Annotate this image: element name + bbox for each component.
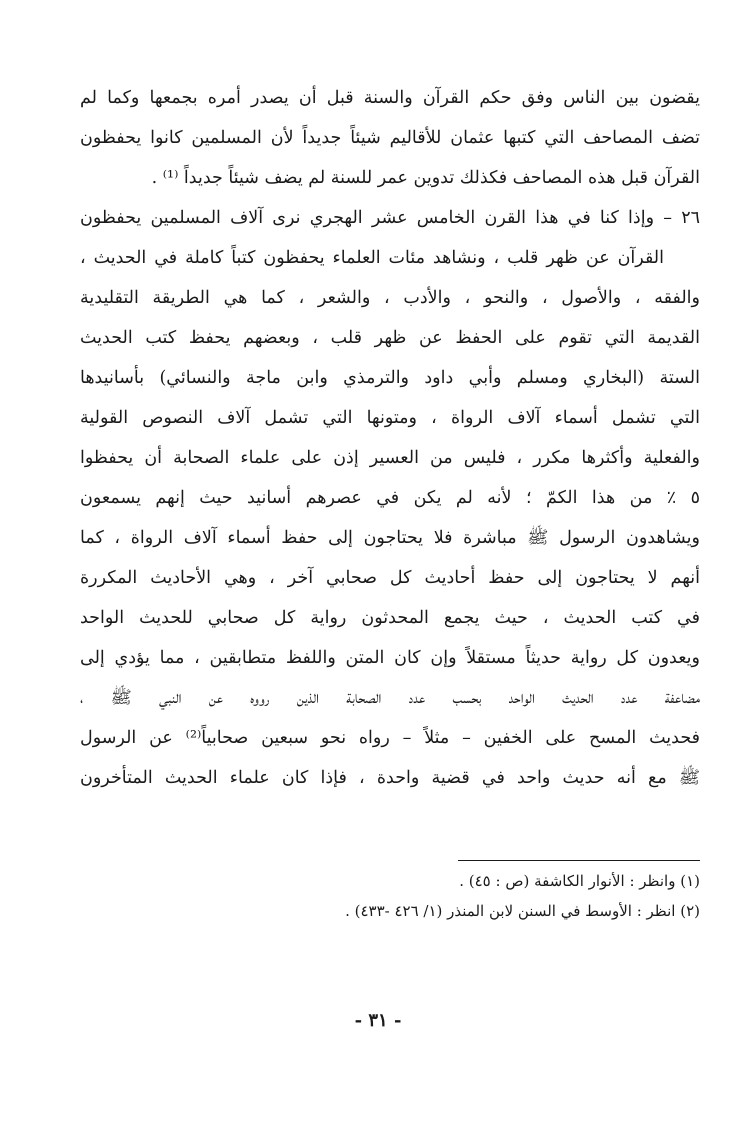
text-line: يقضون بين الناس وفق حكم القرآن والسنة قبل أن يصدر أمره بجمعها وكما لم xyxy=(80,88,700,108)
text-line: التي تشمل أسماء آلاف الرواة ، ومتونها التي تشمل آلاف النصوص القولية xyxy=(80,408,700,428)
footnote-2: (٢) انظر : الأوسط في السنن لابن المنذر (١/ ٤٢٦ -٤٣٣) . xyxy=(345,902,700,920)
text-line: أنهم لا يحتاجون إلى حفظ أحاديث كل صحابي آخر ، وهي الأحاديث المكررة xyxy=(80,568,700,588)
paragraph-26-start: ٢٦ – وإذا كنا في هذا القرن الخامس عشر الهجري نرى آلاف المسلمين يحفظون xyxy=(80,208,700,228)
text-line: في كتب الحديث ، حيث يجمع المحدثون رواية كل صحابي للحديث الواحد xyxy=(80,608,700,628)
footnote-separator xyxy=(458,860,700,861)
text-line: مضاعفة عدد الحديث الواحد بحسب عدد الصحابة الذين رووه عن النبي ﷺ ، xyxy=(80,688,700,708)
text-line: القديمة التي تقوم على الحفظ عن ظهر قلب ، وبعضهم يحفظ كتب الحديث xyxy=(80,328,700,348)
text-line: فحديث المسح على الخفين – مثلاً – رواه نحو سبعين صحابياً⁽²⁾ عن الرسول xyxy=(80,728,700,748)
text-line: ٥ ٪ من هذا الكمّ ؛ لأنه لم يكن في عصرهم أسانيد حيث إنهم يسمعون xyxy=(80,488,700,508)
body-text xyxy=(80,78,700,798)
text-line: ﷺ مع أنه حديث واحد في قضية واحدة ، فإذا كان علماء الحديث المتأخرون xyxy=(80,768,700,788)
text-line: الستة (البخاري ومسلم وأبي داود والترمذي وابن ماجة والنسائي) بأسانيدها xyxy=(80,368,700,388)
text-line: القرآن عن ظهر قلب ، ونشاهد مئات العلماء يحفظون كتباً كاملة في الحديث ، xyxy=(80,248,664,268)
footnote-1: (١) وانظر : الأنوار الكاشفة (ص : ٤٥) . xyxy=(459,872,700,890)
page-number: - ٣١ - xyxy=(354,1010,402,1031)
text-line: والفقه ، والأصول ، والنحو ، والأدب ، والشعر ، كما هي الطريقة التقليدية xyxy=(80,288,700,308)
text-line: ويعدون كل رواية حديثاً مستقلاً وإن كان المتن واللفظ متطابقين ، مما يؤدي إلى xyxy=(80,648,700,668)
text-line: والفعلية وأكثرها مكرر ، فليس من العسير إذن على علماء الصحابة أن يحفظوا xyxy=(80,448,700,468)
text-line: القرآن قبل هذه المصاحف فكذلك تدوين عمر للسنة لم يضف شيئاً جديداً ⁽¹⁾ . xyxy=(151,168,700,188)
footnotes xyxy=(80,866,700,926)
text-line: ويشاهدون الرسول ﷺ مباشرة فلا يحتاجون إلى حفظ أسماء آلاف الرواة ، كما xyxy=(80,528,700,548)
text-line: تضف المصاحف التي كتبها عثمان للأقاليم شيئاً جديداً لأن المسلمين كانوا يحفظون xyxy=(80,128,700,148)
